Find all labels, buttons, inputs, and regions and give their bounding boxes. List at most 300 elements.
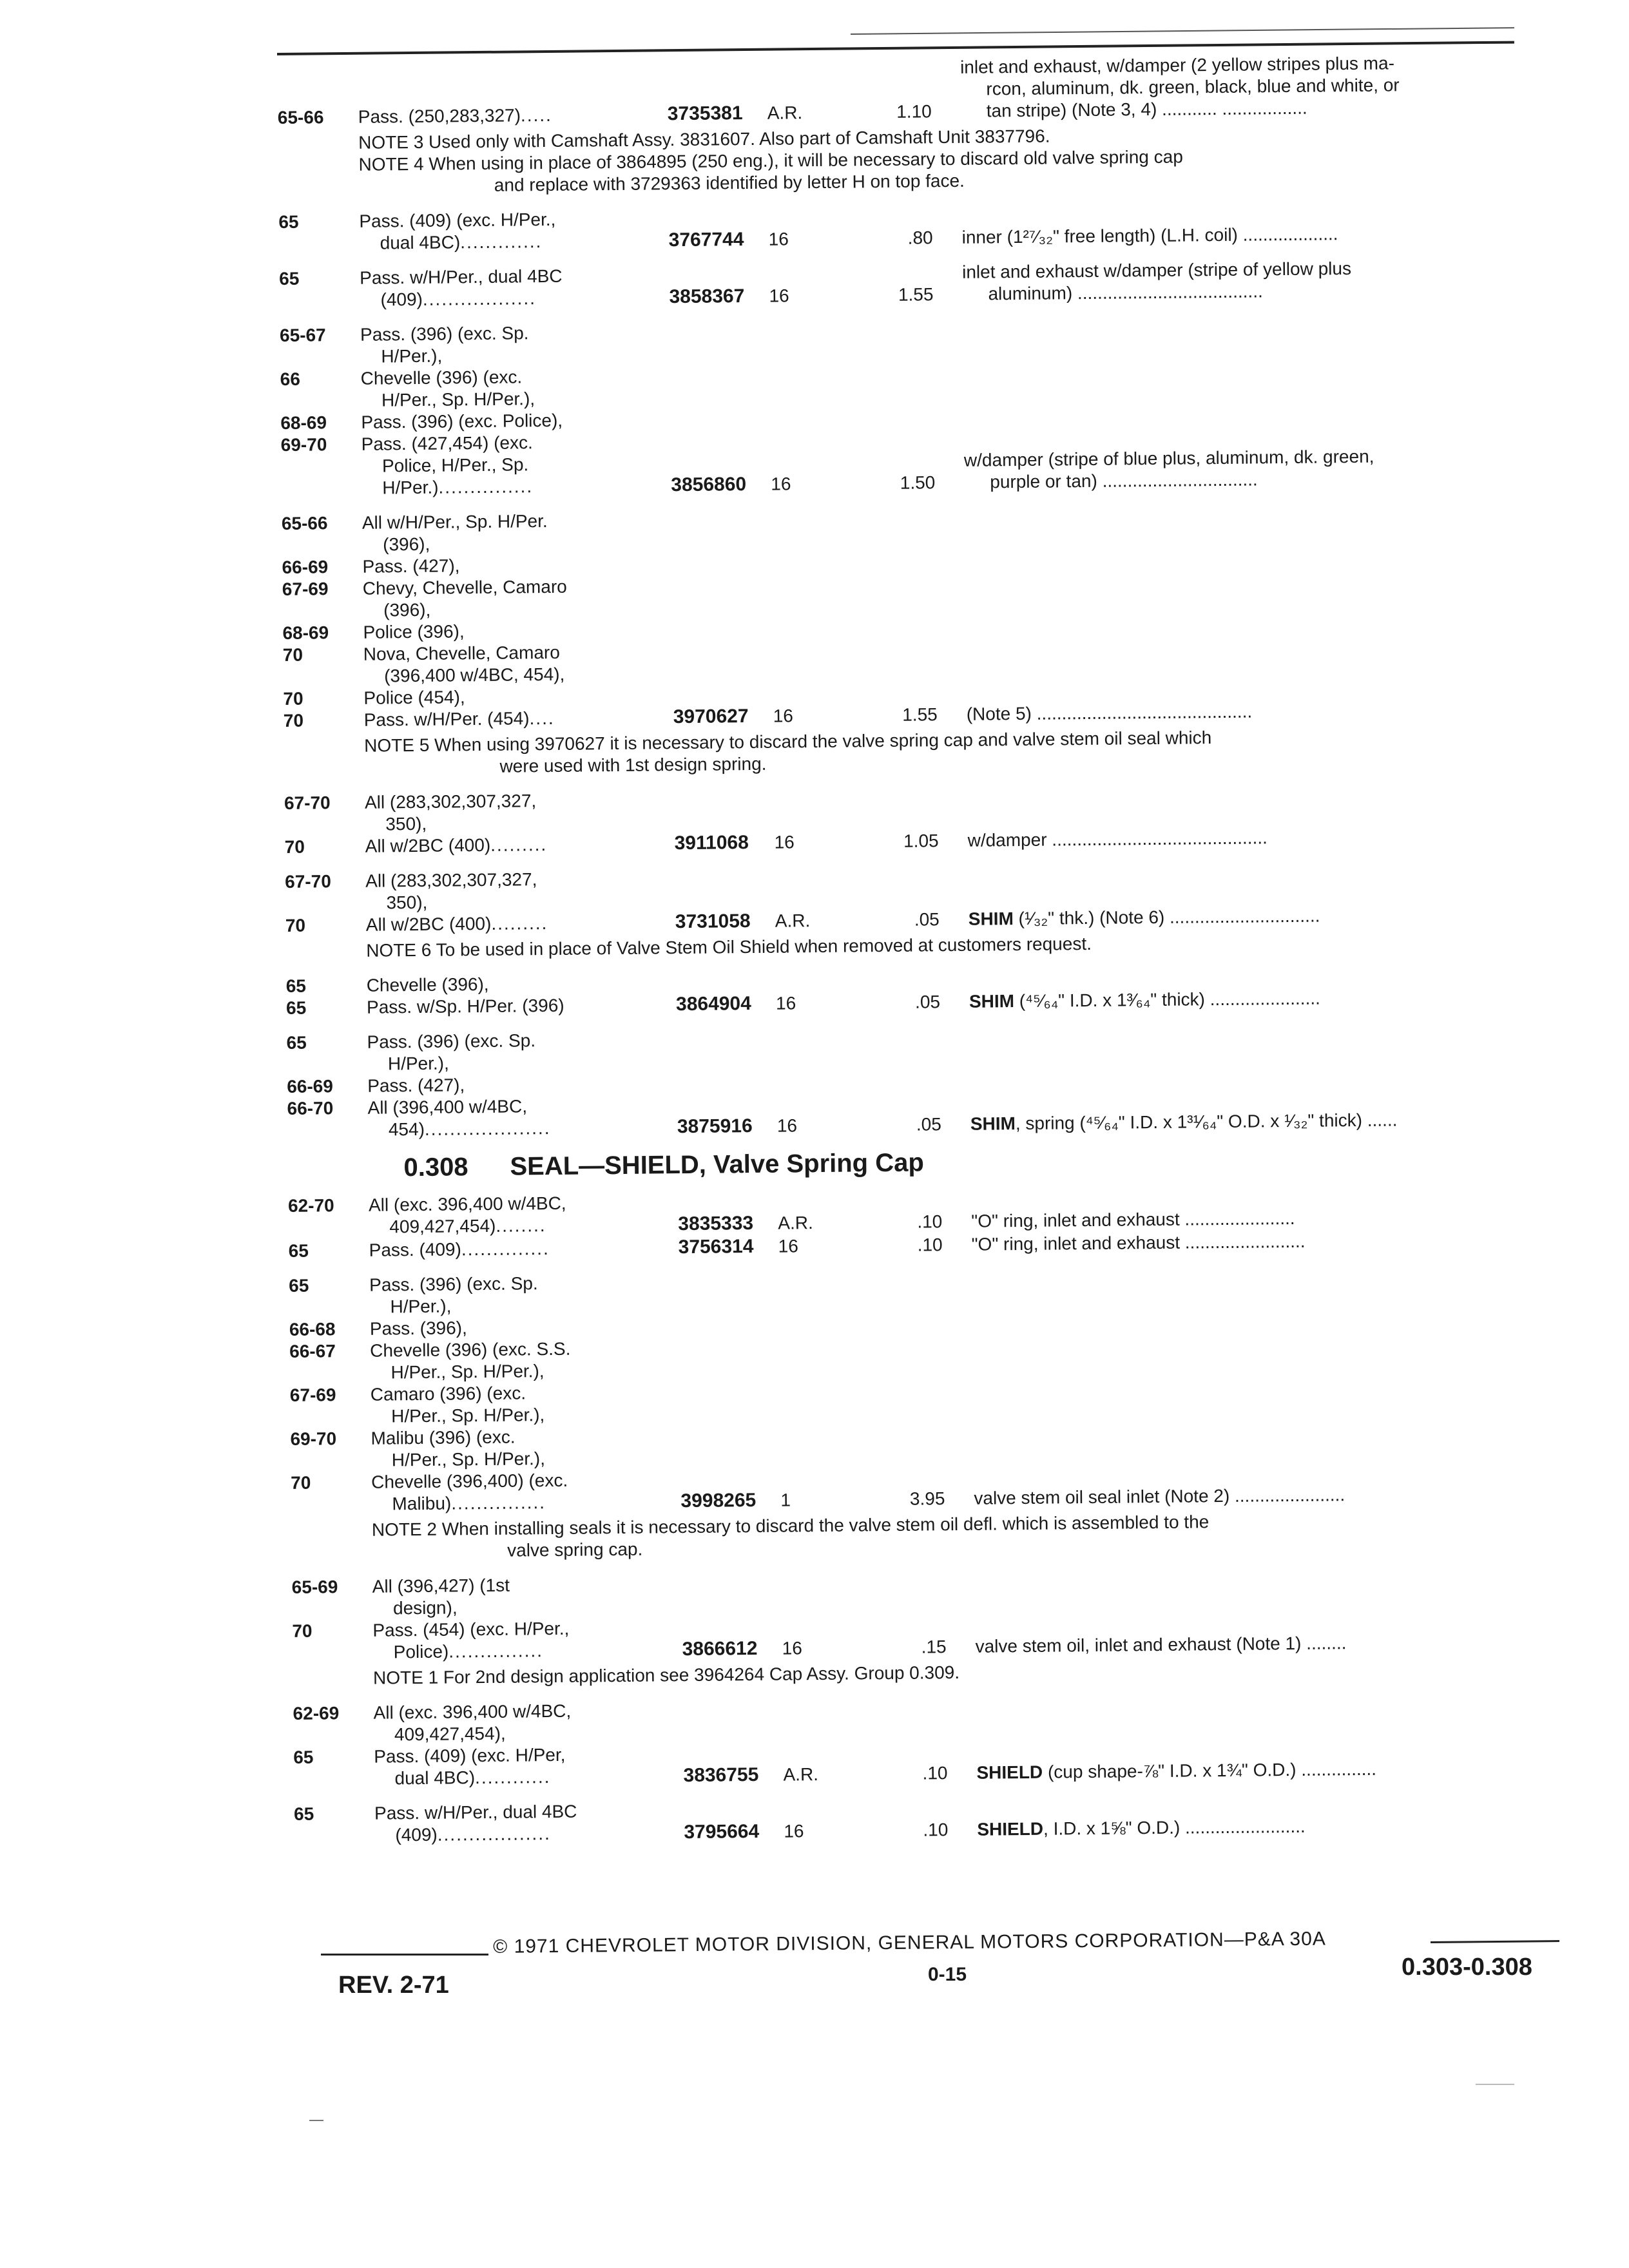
quantity: 16 bbox=[769, 285, 789, 306]
remarks-column bbox=[967, 701, 1253, 726]
remark-text: inner (1²⁷⁄₃₂" free length) (L.H. coil) ................... bbox=[961, 224, 1338, 247]
copyright-line: © 1971 CHEVROLET MOTOR DIVISION, GENERAL MOTORS CORPORATION—P&A 30A bbox=[493, 1928, 1327, 1957]
application-column bbox=[292, 1573, 682, 1664]
page-number: 0-15 bbox=[928, 1964, 967, 1985]
model-years: 65-69 bbox=[291, 1577, 338, 1597]
remarks-column bbox=[971, 1207, 1295, 1233]
remark-text: purple or tan) ............................... bbox=[990, 469, 1258, 492]
part-entry bbox=[279, 256, 1568, 312]
application-text: H/Per., Sp. H/Per.), bbox=[391, 1405, 545, 1427]
application-text: (396), bbox=[383, 533, 430, 555]
quantity: 16 bbox=[774, 832, 795, 852]
application-text: 350), bbox=[385, 813, 427, 834]
remark-line bbox=[967, 827, 1268, 851]
note-line: NOTE 1 For 2nd design application see 3964264 Cap Assy. Group 0.309. bbox=[372, 1662, 960, 1688]
list-price: 1.10 bbox=[896, 101, 932, 122]
remark-keyword: SHIELD bbox=[976, 1762, 1043, 1783]
note-block bbox=[278, 120, 1567, 198]
model-years: 70 bbox=[283, 688, 304, 709]
application-column bbox=[289, 1271, 681, 1516]
part-entry bbox=[282, 501, 1572, 732]
model-years bbox=[291, 1450, 371, 1472]
model-years: 65 bbox=[285, 975, 307, 996]
application-text: H/Per.), bbox=[381, 345, 443, 367]
application-text: 350), bbox=[386, 892, 428, 913]
remarks-column bbox=[960, 52, 1400, 122]
remark-keyword: SHIM bbox=[968, 908, 1014, 929]
leader-dots: .................. bbox=[437, 1823, 551, 1845]
model-years bbox=[284, 814, 365, 836]
model-years: 68-69 bbox=[282, 622, 329, 643]
application-line bbox=[285, 832, 675, 858]
application-line bbox=[282, 509, 671, 535]
section-number: 0.308 bbox=[403, 1153, 468, 1182]
part-number: 3970627 bbox=[673, 706, 749, 728]
model-years: 66-68 bbox=[289, 1319, 336, 1340]
application-line bbox=[280, 387, 670, 412]
model-years: 69-70 bbox=[280, 434, 327, 455]
model-years bbox=[285, 892, 365, 915]
application-text: Pass. (396) (exc. Sp. bbox=[360, 323, 529, 345]
note-line: NOTE 2 When installing seals it is necessary to discard the valve stem oil defl. which is assembled to the bbox=[371, 1512, 1210, 1540]
model-years: 70 bbox=[291, 1472, 311, 1493]
quantity: 16 bbox=[784, 1821, 804, 1841]
remark-line bbox=[962, 258, 1351, 284]
application-column bbox=[279, 264, 670, 312]
remark-text: inlet and exhaust w/damper (stripe of yellow plus bbox=[962, 258, 1352, 282]
application-line bbox=[287, 1094, 677, 1120]
application-line bbox=[293, 1639, 682, 1664]
model-years bbox=[283, 666, 363, 688]
model-years bbox=[287, 1119, 368, 1142]
remark-line bbox=[962, 280, 1351, 305]
application-column bbox=[286, 972, 677, 1019]
model-years: 66-67 bbox=[289, 1341, 336, 1361]
application-line bbox=[286, 994, 676, 1019]
quantity: 16 bbox=[773, 706, 794, 726]
part-number: 3795664 bbox=[684, 1820, 760, 1843]
application-line bbox=[290, 1425, 680, 1450]
model-years bbox=[291, 1494, 371, 1516]
application-text: All (396,400 w/4BC, bbox=[367, 1096, 528, 1118]
part-number: 3767744 bbox=[668, 229, 744, 251]
leader-dots: ..... bbox=[520, 104, 553, 126]
remark-text: valve stem oil seal inlet (Note 2) ...................... bbox=[974, 1485, 1345, 1508]
part-entry bbox=[293, 1691, 1582, 1791]
application-text: Pass. (427), bbox=[362, 555, 460, 577]
model-years: 65 bbox=[285, 997, 307, 1018]
application-line bbox=[285, 867, 675, 893]
leader-dots: .................... bbox=[424, 1118, 551, 1139]
list-price: .15 bbox=[921, 1637, 947, 1657]
model-years: 66-70 bbox=[287, 1098, 334, 1119]
model-years: 65-66 bbox=[281, 513, 328, 533]
leader-dots: ......... bbox=[490, 834, 548, 855]
part-entry bbox=[294, 1791, 1583, 1847]
application-text: Pass. (454) (exc. H/Per., bbox=[372, 1618, 570, 1640]
application-text: Pass. (396), bbox=[369, 1318, 467, 1339]
list-price: .80 bbox=[907, 227, 933, 248]
remarks-column bbox=[971, 1231, 1305, 1256]
part-number: 3731058 bbox=[675, 910, 751, 933]
part-number: 3866612 bbox=[682, 1637, 758, 1660]
part-entry bbox=[289, 1263, 1579, 1516]
application-text: dual 4BC) bbox=[380, 232, 461, 253]
quantity: 16 bbox=[775, 993, 796, 1014]
application-line bbox=[293, 1699, 682, 1725]
leader-dots: ........ bbox=[496, 1215, 546, 1236]
remark-line bbox=[964, 446, 1374, 472]
model-years: 65 bbox=[279, 268, 300, 289]
model-years: 66-69 bbox=[282, 557, 329, 577]
remarks-column bbox=[969, 988, 1320, 1013]
list-price: .05 bbox=[916, 1114, 942, 1135]
application-line bbox=[279, 264, 669, 290]
model-years: 70 bbox=[292, 1620, 313, 1641]
application-text: Police (396), bbox=[363, 621, 465, 642]
application-text: H/Per.), bbox=[387, 1053, 449, 1074]
model-years bbox=[290, 1406, 371, 1428]
model-years: 67-70 bbox=[284, 793, 331, 813]
application-line bbox=[286, 972, 676, 997]
model-years: 62-70 bbox=[287, 1195, 334, 1216]
part-entry bbox=[278, 199, 1568, 255]
application-text: H/Per., Sp. H/Per.), bbox=[391, 1448, 546, 1470]
application-line bbox=[282, 531, 671, 557]
application-text: Police) bbox=[393, 1641, 449, 1662]
application-text: H/Per.), bbox=[390, 1296, 452, 1317]
application-line bbox=[283, 662, 673, 688]
application-column bbox=[278, 103, 668, 129]
application-text: Chevy, Chevelle, Camaro bbox=[362, 576, 567, 599]
remark-text: tan stripe) (Note 3, 4) ........... ................. bbox=[986, 97, 1307, 121]
quantity: 16 bbox=[776, 1115, 798, 1136]
application-text: Pass. (396) (exc. Sp. bbox=[367, 1030, 536, 1052]
application-text: design), bbox=[392, 1597, 458, 1619]
application-text: All (396,427) (1st bbox=[372, 1575, 510, 1597]
remark-text: (⁴⁵⁄₆₄" I.D. x 1³⁄₆₄" thick) ...................... bbox=[1014, 988, 1320, 1012]
quantity: 16 bbox=[768, 229, 789, 249]
remark-keyword: SHIM bbox=[969, 991, 1015, 1012]
model-years bbox=[282, 534, 362, 557]
application-line bbox=[281, 474, 671, 500]
model-years bbox=[282, 600, 363, 622]
model-years: 65-66 bbox=[277, 107, 324, 128]
model-years bbox=[280, 346, 360, 369]
application-line bbox=[290, 1403, 680, 1428]
application-text: Pass. w/H/Per. (454) bbox=[363, 708, 530, 730]
part-entry bbox=[277, 51, 1566, 129]
part-number: 3836755 bbox=[683, 1763, 759, 1787]
application-text: Chevelle (396,400) (exc. bbox=[371, 1470, 568, 1492]
model-years bbox=[279, 233, 360, 255]
remark-text: , I.D. x 1⅝" O.D.) ........................ bbox=[1043, 1816, 1306, 1839]
remarks-column bbox=[962, 258, 1351, 305]
application-line bbox=[292, 1595, 682, 1620]
application-text: Pass. (396) (exc. Sp. bbox=[369, 1273, 538, 1295]
application-text: All (exc. 396,400 w/4BC, bbox=[373, 1700, 572, 1723]
model-years bbox=[288, 1216, 369, 1239]
application-line bbox=[287, 1072, 677, 1098]
note-line: NOTE 6 To be used in place of Valve Stem Oil Shield when removed at customers request. bbox=[366, 933, 1092, 961]
remark-line bbox=[967, 701, 1253, 726]
application-line bbox=[291, 1446, 680, 1472]
scan-speck bbox=[1476, 2084, 1514, 2085]
application-line bbox=[294, 1821, 684, 1847]
remark-line bbox=[969, 905, 1320, 930]
application-line bbox=[285, 911, 675, 937]
application-line bbox=[289, 1315, 679, 1341]
application-line bbox=[280, 365, 670, 390]
model-years: 66-69 bbox=[287, 1076, 334, 1097]
application-text: 409,427,454) bbox=[389, 1215, 496, 1237]
remark-text: w/damper ........................................... bbox=[967, 827, 1268, 850]
group-range: 0.303-0.308 bbox=[1402, 1954, 1532, 1981]
application-line bbox=[294, 1800, 684, 1825]
application-line bbox=[280, 321, 670, 347]
application-line bbox=[292, 1573, 682, 1599]
application-text: All (283,302,307,327, bbox=[364, 791, 537, 812]
application-column bbox=[288, 1191, 679, 1239]
leader-dots: ............... bbox=[448, 1640, 544, 1662]
remark-text: rcon, aluminum, dk. green, black, blue and white, or bbox=[986, 75, 1400, 99]
application-column bbox=[285, 867, 675, 937]
application-line bbox=[285, 889, 675, 915]
leader-dots: ............ bbox=[474, 1767, 551, 1788]
application-line bbox=[293, 1765, 683, 1791]
part-number: 3856860 bbox=[671, 474, 747, 496]
remark-line bbox=[976, 1758, 1376, 1784]
list-price: 1.55 bbox=[902, 704, 938, 725]
model-years: 70 bbox=[284, 836, 305, 857]
application-column bbox=[289, 1236, 679, 1262]
remark-text: aluminum) ..................................... bbox=[988, 281, 1263, 304]
application-line bbox=[283, 640, 673, 666]
model-years bbox=[289, 1296, 369, 1319]
footer-rule-left bbox=[321, 1954, 488, 1956]
application-column bbox=[293, 1699, 683, 1791]
part-number: 3864904 bbox=[675, 993, 751, 1015]
part-entry bbox=[292, 1564, 1581, 1664]
remark-line bbox=[969, 988, 1320, 1013]
list-price: 3.95 bbox=[909, 1488, 945, 1509]
part-number: 3835333 bbox=[678, 1212, 754, 1235]
model-years bbox=[293, 1724, 374, 1747]
model-years: 65 bbox=[293, 1747, 314, 1767]
model-years: 68-69 bbox=[280, 412, 327, 433]
application-line bbox=[281, 430, 671, 456]
application-text: Police, H/Per., Sp. bbox=[381, 454, 529, 476]
application-text: (396), bbox=[383, 599, 431, 620]
remarks-column bbox=[974, 1484, 1345, 1510]
part-entry bbox=[286, 1020, 1576, 1142]
list-price: 1.55 bbox=[898, 284, 934, 305]
application-line bbox=[289, 1271, 679, 1297]
model-years: 66 bbox=[280, 369, 301, 389]
part-number: 3756314 bbox=[678, 1235, 754, 1258]
section-heading bbox=[403, 1142, 1576, 1182]
application-line bbox=[280, 408, 670, 434]
model-years bbox=[293, 1768, 374, 1791]
application-line bbox=[279, 286, 669, 312]
model-years: 62-69 bbox=[293, 1703, 340, 1724]
model-years: 67-70 bbox=[285, 871, 331, 892]
application-text: All w/2BC (400) bbox=[365, 834, 491, 856]
model-years: 65 bbox=[288, 1240, 309, 1261]
model-years bbox=[287, 1053, 367, 1076]
remark-line bbox=[975, 1632, 1346, 1658]
quantity: 16 bbox=[782, 1638, 802, 1658]
application-line bbox=[289, 1359, 679, 1385]
list-price: 1.50 bbox=[900, 472, 936, 493]
model-years: 70 bbox=[283, 710, 304, 731]
model-years bbox=[289, 1362, 370, 1385]
part-number: 3911068 bbox=[674, 832, 749, 854]
application-text: All (exc. 396,400 w/4BC, bbox=[368, 1193, 566, 1215]
revision-label: REV. 2-71 bbox=[338, 1972, 449, 1999]
application-line bbox=[287, 1050, 677, 1076]
model-years bbox=[281, 456, 361, 478]
application-line bbox=[284, 706, 673, 732]
leader-dots: .... bbox=[529, 707, 555, 729]
application-line bbox=[282, 597, 672, 622]
remark-line bbox=[970, 1109, 1398, 1135]
list-price: .10 bbox=[922, 1763, 948, 1783]
application-column bbox=[284, 789, 675, 858]
remark-text: (Note 5) ........................................... bbox=[966, 701, 1253, 724]
scan-speck bbox=[309, 2120, 323, 2121]
application-text: (409) bbox=[395, 1824, 438, 1845]
application-column bbox=[294, 1800, 684, 1847]
model-years: 65-67 bbox=[279, 325, 326, 345]
model-years bbox=[294, 1825, 374, 1847]
application-text: All (283,302,307,327, bbox=[365, 869, 537, 891]
quantity: 1 bbox=[780, 1490, 791, 1510]
application-line bbox=[278, 207, 668, 233]
application-line bbox=[290, 1381, 680, 1407]
remark-line bbox=[974, 1484, 1345, 1510]
part-entry bbox=[286, 963, 1576, 1019]
quantity: A.R. bbox=[778, 1213, 813, 1233]
model-years: 65 bbox=[289, 1275, 309, 1296]
model-years: 69-70 bbox=[290, 1428, 337, 1449]
section-title: SEAL—SHIELD, Valve Spring Cap bbox=[510, 1148, 925, 1181]
note-line: and replace with 3729363 identified by letter H on top face. bbox=[494, 170, 965, 195]
remark-text: "O" ring, inlet and exhaust ........................ bbox=[971, 1231, 1306, 1254]
application-text: Malibu) bbox=[392, 1493, 452, 1514]
model-years bbox=[292, 1598, 372, 1620]
application-line bbox=[282, 619, 672, 644]
application-column bbox=[282, 509, 673, 732]
parts-listing bbox=[277, 51, 1583, 1860]
remarks-column bbox=[976, 1758, 1376, 1784]
application-text: Pass. (427,454) (exc. bbox=[361, 432, 533, 454]
leader-dots: ............... bbox=[438, 476, 534, 497]
quantity: A.R. bbox=[767, 102, 803, 123]
part-number: 3998265 bbox=[680, 1489, 757, 1512]
application-line bbox=[284, 811, 674, 836]
application-line bbox=[282, 575, 672, 601]
note-line: NOTE 4 When using in place of 3864895 (250 eng.), it will be necessary to discard old valve spring cap bbox=[358, 146, 1183, 175]
remark-line bbox=[960, 74, 1400, 101]
remarks-column bbox=[977, 1816, 1306, 1841]
remark-keyword: SHIELD bbox=[977, 1818, 1044, 1840]
remark-keyword: SHIM bbox=[970, 1113, 1016, 1134]
application-text: dual 4BC) bbox=[394, 1767, 476, 1789]
application-text: Malibu (396) (exc. bbox=[371, 1427, 516, 1448]
note-block bbox=[284, 724, 1573, 780]
application-text: Chevelle (396), bbox=[366, 974, 489, 995]
application-text: H/Per., Sp. H/Per.), bbox=[381, 389, 535, 410]
application-line bbox=[282, 553, 671, 579]
model-years: 70 bbox=[282, 644, 304, 665]
note-line: NOTE 3 Used only with Camshaft Assy. 3831607. Also part of Camshaft Unit 3837796. bbox=[358, 126, 1050, 153]
note-line: NOTE 5 When using 3970627 it is necessary to discard the valve spring cap and valve stem oil seal which bbox=[364, 727, 1212, 756]
quantity: A.R. bbox=[783, 1764, 819, 1785]
application-text: Chevelle (396) (exc. S.S. bbox=[370, 1338, 571, 1361]
list-price: .10 bbox=[917, 1235, 943, 1255]
note-block bbox=[291, 1508, 1581, 1564]
remarks-column bbox=[964, 446, 1374, 494]
remark-line bbox=[964, 468, 1374, 494]
application-text: Pass. (250,283,327) bbox=[358, 105, 521, 127]
application-text: Camaro (396) (exc. bbox=[370, 1383, 526, 1405]
application-line bbox=[293, 1743, 683, 1769]
application-line bbox=[278, 103, 668, 129]
application-text: Police (454), bbox=[363, 687, 465, 708]
model-years bbox=[279, 289, 360, 312]
leader-dots: .................. bbox=[422, 288, 537, 309]
remarks-column bbox=[961, 223, 1338, 249]
remark-line bbox=[961, 223, 1338, 249]
remarks-column bbox=[970, 1109, 1398, 1135]
leader-dots: ............... bbox=[451, 1492, 546, 1514]
remark-line bbox=[971, 1231, 1305, 1256]
list-price: .05 bbox=[914, 992, 941, 1012]
leader-dots: .............. bbox=[461, 1238, 550, 1260]
remark-text: (cup shape-⅞" I.D. x 1¾" O.D.) ............... bbox=[1043, 1758, 1377, 1782]
model-years: 65 bbox=[278, 211, 299, 232]
application-text: All w/2BC (400) bbox=[365, 913, 492, 935]
application-text: Nova, Chevelle, Camaro bbox=[363, 642, 560, 664]
application-line bbox=[289, 1337, 679, 1363]
application-text: Pass. (409) (exc. H/Per, bbox=[374, 1744, 566, 1767]
application-line bbox=[284, 789, 674, 814]
model-years: 65 bbox=[286, 1032, 307, 1053]
remark-line bbox=[977, 1816, 1306, 1841]
application-line bbox=[286, 1028, 676, 1054]
remark-line bbox=[961, 96, 1400, 122]
application-text: All w/H/Per., Sp. H/Per. bbox=[361, 511, 548, 533]
part-number: 3875916 bbox=[677, 1115, 753, 1138]
application-line bbox=[289, 1236, 679, 1262]
application-line bbox=[293, 1721, 683, 1747]
application-line bbox=[291, 1490, 680, 1516]
list-price: .10 bbox=[917, 1211, 943, 1232]
remark-text: "O" ring, inlet and exhaust ...................... bbox=[971, 1207, 1295, 1231]
leader-dots: ............. bbox=[460, 231, 543, 253]
remark-line bbox=[971, 1207, 1295, 1233]
application-text: (396,400 w/4BC, 454), bbox=[383, 664, 565, 686]
model-years: 65 bbox=[293, 1803, 314, 1824]
model-years bbox=[293, 1642, 373, 1664]
application-line bbox=[281, 452, 671, 478]
model-years bbox=[281, 477, 361, 500]
application-text: Pass. w/H/Per., dual 4BC bbox=[374, 1801, 577, 1823]
application-text: Pass. (427), bbox=[367, 1075, 465, 1096]
application-column bbox=[278, 207, 669, 255]
application-line bbox=[289, 1293, 679, 1319]
